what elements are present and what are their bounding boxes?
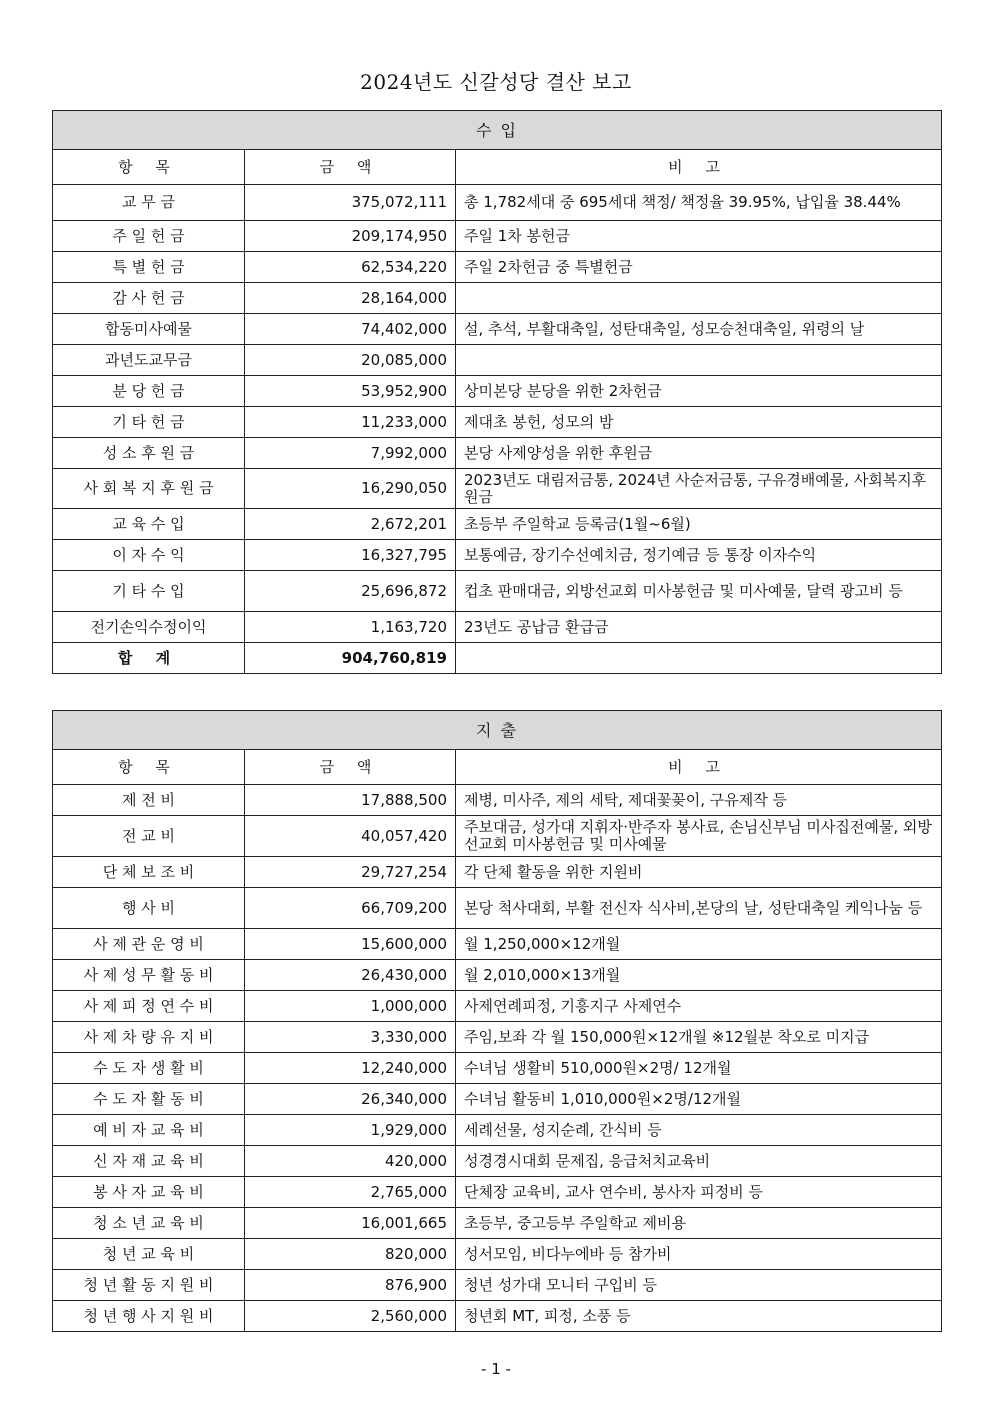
table-row xyxy=(53,1208,942,1239)
table-row xyxy=(53,888,942,929)
row-item: 봉 사 자 교 육 비 xyxy=(53,1177,245,1208)
income-section-title: 수 입 xyxy=(53,111,942,150)
table-row xyxy=(53,1270,942,1301)
table-row xyxy=(53,438,942,469)
table-row xyxy=(53,612,942,643)
row-amount: 12,240,000 xyxy=(245,1053,456,1084)
row-amount: 26,340,000 xyxy=(245,1084,456,1115)
row-note: 초등부, 중고등부 주일학교 제비용 xyxy=(456,1208,942,1239)
row-amount: 74,402,000 xyxy=(245,314,456,345)
row-amount: 26,430,000 xyxy=(245,960,456,991)
row-amount: 20,085,000 xyxy=(245,345,456,376)
table-row xyxy=(53,1177,942,1208)
row-note: 청년 성가대 모니터 구입비 등 xyxy=(456,1270,942,1301)
table-row xyxy=(53,857,942,888)
row-amount: 1,000,000 xyxy=(245,991,456,1022)
table-row xyxy=(53,1146,942,1177)
row-note: 수녀님 생활비 510,000원×2명/ 12개월 xyxy=(456,1053,942,1084)
table-row xyxy=(53,1301,942,1332)
expense-section-title: 지 출 xyxy=(53,711,942,750)
row-item: 기 타 수 입 xyxy=(53,571,245,612)
row-amount: 16,001,665 xyxy=(245,1208,456,1239)
table-row xyxy=(53,407,942,438)
table-row xyxy=(53,185,942,221)
row-amount: 2,560,000 xyxy=(245,1301,456,1332)
row-amount: 16,290,050 xyxy=(245,469,456,509)
row-amount: 62,534,220 xyxy=(245,252,456,283)
row-item: 기 타 헌 금 xyxy=(53,407,245,438)
income-rows xyxy=(53,185,942,643)
row-note: 초등부 주일학교 등록금(1월~6월) xyxy=(456,509,942,540)
row-amount: 2,672,201 xyxy=(245,509,456,540)
row-item: 사 제 관 운 영 비 xyxy=(53,929,245,960)
table-row xyxy=(53,1115,942,1146)
row-note xyxy=(456,345,942,376)
row-item: 청 소 년 교 육 비 xyxy=(53,1208,245,1239)
row-note: 주보대금, 성가대 지휘자·반주자 봉사료, 손님신부님 미사집전예물, 외방선교회 미사봉헌금 및 미사예물 xyxy=(456,816,942,857)
row-item: 행 사 비 xyxy=(53,888,245,929)
table-row xyxy=(53,221,942,252)
row-note: 단체장 교육비, 교사 연수비, 봉사자 피정비 등 xyxy=(456,1177,942,1208)
row-note: 2023년도 대림저금통, 2024년 사순저금통, 구유경배예물, 사회복지후원금 xyxy=(456,469,942,509)
row-amount: 420,000 xyxy=(245,1146,456,1177)
row-amount: 1,163,720 xyxy=(245,612,456,643)
row-item: 교 무 금 xyxy=(53,185,245,221)
row-amount: 29,727,254 xyxy=(245,857,456,888)
row-note: 청년회 MT, 피정, 소풍 등 xyxy=(456,1301,942,1332)
income-total-note xyxy=(456,643,942,674)
row-note: 월 1,250,000×12개월 xyxy=(456,929,942,960)
row-item: 과년도교무금 xyxy=(53,345,245,376)
row-item: 예 비 자 교 육 비 xyxy=(53,1115,245,1146)
table-row xyxy=(53,283,942,314)
row-item: 청 년 활 동 지 원 비 xyxy=(53,1270,245,1301)
row-note: 보통예금, 장기수선예치금, 정기예금 등 통장 이자수익 xyxy=(456,540,942,571)
row-amount: 876,900 xyxy=(245,1270,456,1301)
row-item: 전 교 비 xyxy=(53,816,245,857)
row-item: 분 당 헌 금 xyxy=(53,376,245,407)
row-note: 제대초 봉헌, 성모의 밤 xyxy=(456,407,942,438)
row-item: 신 자 재 교 육 비 xyxy=(53,1146,245,1177)
row-item: 사 제 피 정 연 수 비 xyxy=(53,991,245,1022)
row-item: 성 소 후 원 금 xyxy=(53,438,245,469)
row-note: 23년도 공납금 환급금 xyxy=(456,612,942,643)
row-amount: 3,330,000 xyxy=(245,1022,456,1053)
expense-table xyxy=(52,710,942,1332)
row-item: 주 일 헌 금 xyxy=(53,221,245,252)
row-note: 총 1,782세대 중 695세대 책정/ 책정율 39.95%, 납입율 38.44% xyxy=(456,185,942,221)
row-note: 주일 1차 봉헌금 xyxy=(456,221,942,252)
page-number: - 1 - xyxy=(481,1360,511,1378)
row-note: 설, 추석, 부활대축일, 성탄대축일, 성모승천대축일, 위령의 날 xyxy=(456,314,942,345)
row-item: 교 육 수 입 xyxy=(53,509,245,540)
income-total-amount: 904,760,819 xyxy=(245,643,456,674)
row-amount: 28,164,000 xyxy=(245,283,456,314)
document-title: 2024년도 신갈성당 결산 보고 xyxy=(360,70,632,94)
row-amount: 11,233,000 xyxy=(245,407,456,438)
col-header-note: 비 고 xyxy=(456,150,942,185)
row-item: 특 별 헌 금 xyxy=(53,252,245,283)
table-row xyxy=(53,1053,942,1084)
row-item: 합동미사예물 xyxy=(53,314,245,345)
row-note: 각 단체 활동을 위한 지원비 xyxy=(456,857,942,888)
table-row xyxy=(53,816,942,857)
table-row xyxy=(53,991,942,1022)
table-row xyxy=(53,314,942,345)
table-row xyxy=(53,509,942,540)
row-note: 제병, 미사주, 제의 세탁, 제대꽃꽂이, 구유제작 등 xyxy=(456,785,942,816)
row-amount: 2,765,000 xyxy=(245,1177,456,1208)
table-row xyxy=(53,540,942,571)
table-row xyxy=(53,785,942,816)
row-note: 주일 2차헌금 중 특별헌금 xyxy=(456,252,942,283)
row-item: 청 년 행 사 지 원 비 xyxy=(53,1301,245,1332)
row-note: 성경경시대회 문제집, 응급처치교육비 xyxy=(456,1146,942,1177)
row-note: 수녀님 활동비 1,010,000원×2명/12개월 xyxy=(456,1084,942,1115)
row-note xyxy=(456,283,942,314)
row-amount: 40,057,420 xyxy=(245,816,456,857)
row-note: 본당 사제양성을 위한 후원금 xyxy=(456,438,942,469)
row-item: 감 사 헌 금 xyxy=(53,283,245,314)
row-item: 사 회 복 지 후 원 금 xyxy=(53,469,245,509)
row-item: 사 제 차 량 유 지 비 xyxy=(53,1022,245,1053)
row-amount: 7,992,000 xyxy=(245,438,456,469)
row-item: 전기손익수정이익 xyxy=(53,612,245,643)
row-amount: 53,952,900 xyxy=(245,376,456,407)
row-note: 월 2,010,000×13개월 xyxy=(456,960,942,991)
income-total-label: 합 계 xyxy=(53,643,245,674)
row-item: 수 도 자 생 활 비 xyxy=(53,1053,245,1084)
row-note: 사제연례피정, 기흥지구 사제연수 xyxy=(456,991,942,1022)
table-row xyxy=(53,469,942,509)
row-amount: 820,000 xyxy=(245,1239,456,1270)
row-item: 단 체 보 조 비 xyxy=(53,857,245,888)
col-header-amount: 금 액 xyxy=(245,150,456,185)
table-row xyxy=(53,345,942,376)
row-amount: 1,929,000 xyxy=(245,1115,456,1146)
table-row xyxy=(53,252,942,283)
row-note: 상미본당 분당을 위한 2차헌금 xyxy=(456,376,942,407)
row-note: 주임,보좌 각 월 150,000원×12개월 ※12월분 착오로 미지급 xyxy=(456,1022,942,1053)
row-amount: 25,696,872 xyxy=(245,571,456,612)
row-note: 본당 척사대회, 부활 전신자 식사비,본당의 날, 성탄대축일 케익나눔 등 xyxy=(456,888,942,929)
col-header-item: 항 목 xyxy=(53,150,245,185)
expense-rows xyxy=(53,785,942,1332)
row-item: 사 제 성 무 활 동 비 xyxy=(53,960,245,991)
table-row xyxy=(53,960,942,991)
table-row xyxy=(53,1022,942,1053)
row-note: 컵초 판매대금, 외방선교회 미사봉헌금 및 미사예물, 달력 광고비 등 xyxy=(456,571,942,612)
row-amount: 17,888,500 xyxy=(245,785,456,816)
table-row xyxy=(53,571,942,612)
row-item: 이 자 수 익 xyxy=(53,540,245,571)
income-table xyxy=(52,110,942,674)
row-item: 제 전 비 xyxy=(53,785,245,816)
row-note: 성서모임, 비다누에바 등 참가비 xyxy=(456,1239,942,1270)
row-item: 수 도 자 활 동 비 xyxy=(53,1084,245,1115)
col-header-amount: 금 액 xyxy=(245,750,456,785)
row-amount: 375,072,111 xyxy=(245,185,456,221)
row-amount: 16,327,795 xyxy=(245,540,456,571)
table-row xyxy=(53,1084,942,1115)
table-row xyxy=(53,929,942,960)
row-amount: 15,600,000 xyxy=(245,929,456,960)
row-amount: 209,174,950 xyxy=(245,221,456,252)
row-amount: 66,709,200 xyxy=(245,888,456,929)
row-item: 청 년 교 육 비 xyxy=(53,1239,245,1270)
row-note: 세례선물, 성지순례, 간식비 등 xyxy=(456,1115,942,1146)
table-row xyxy=(53,376,942,407)
table-row xyxy=(53,1239,942,1270)
col-header-item: 항 목 xyxy=(53,750,245,785)
col-header-note: 비 고 xyxy=(456,750,942,785)
